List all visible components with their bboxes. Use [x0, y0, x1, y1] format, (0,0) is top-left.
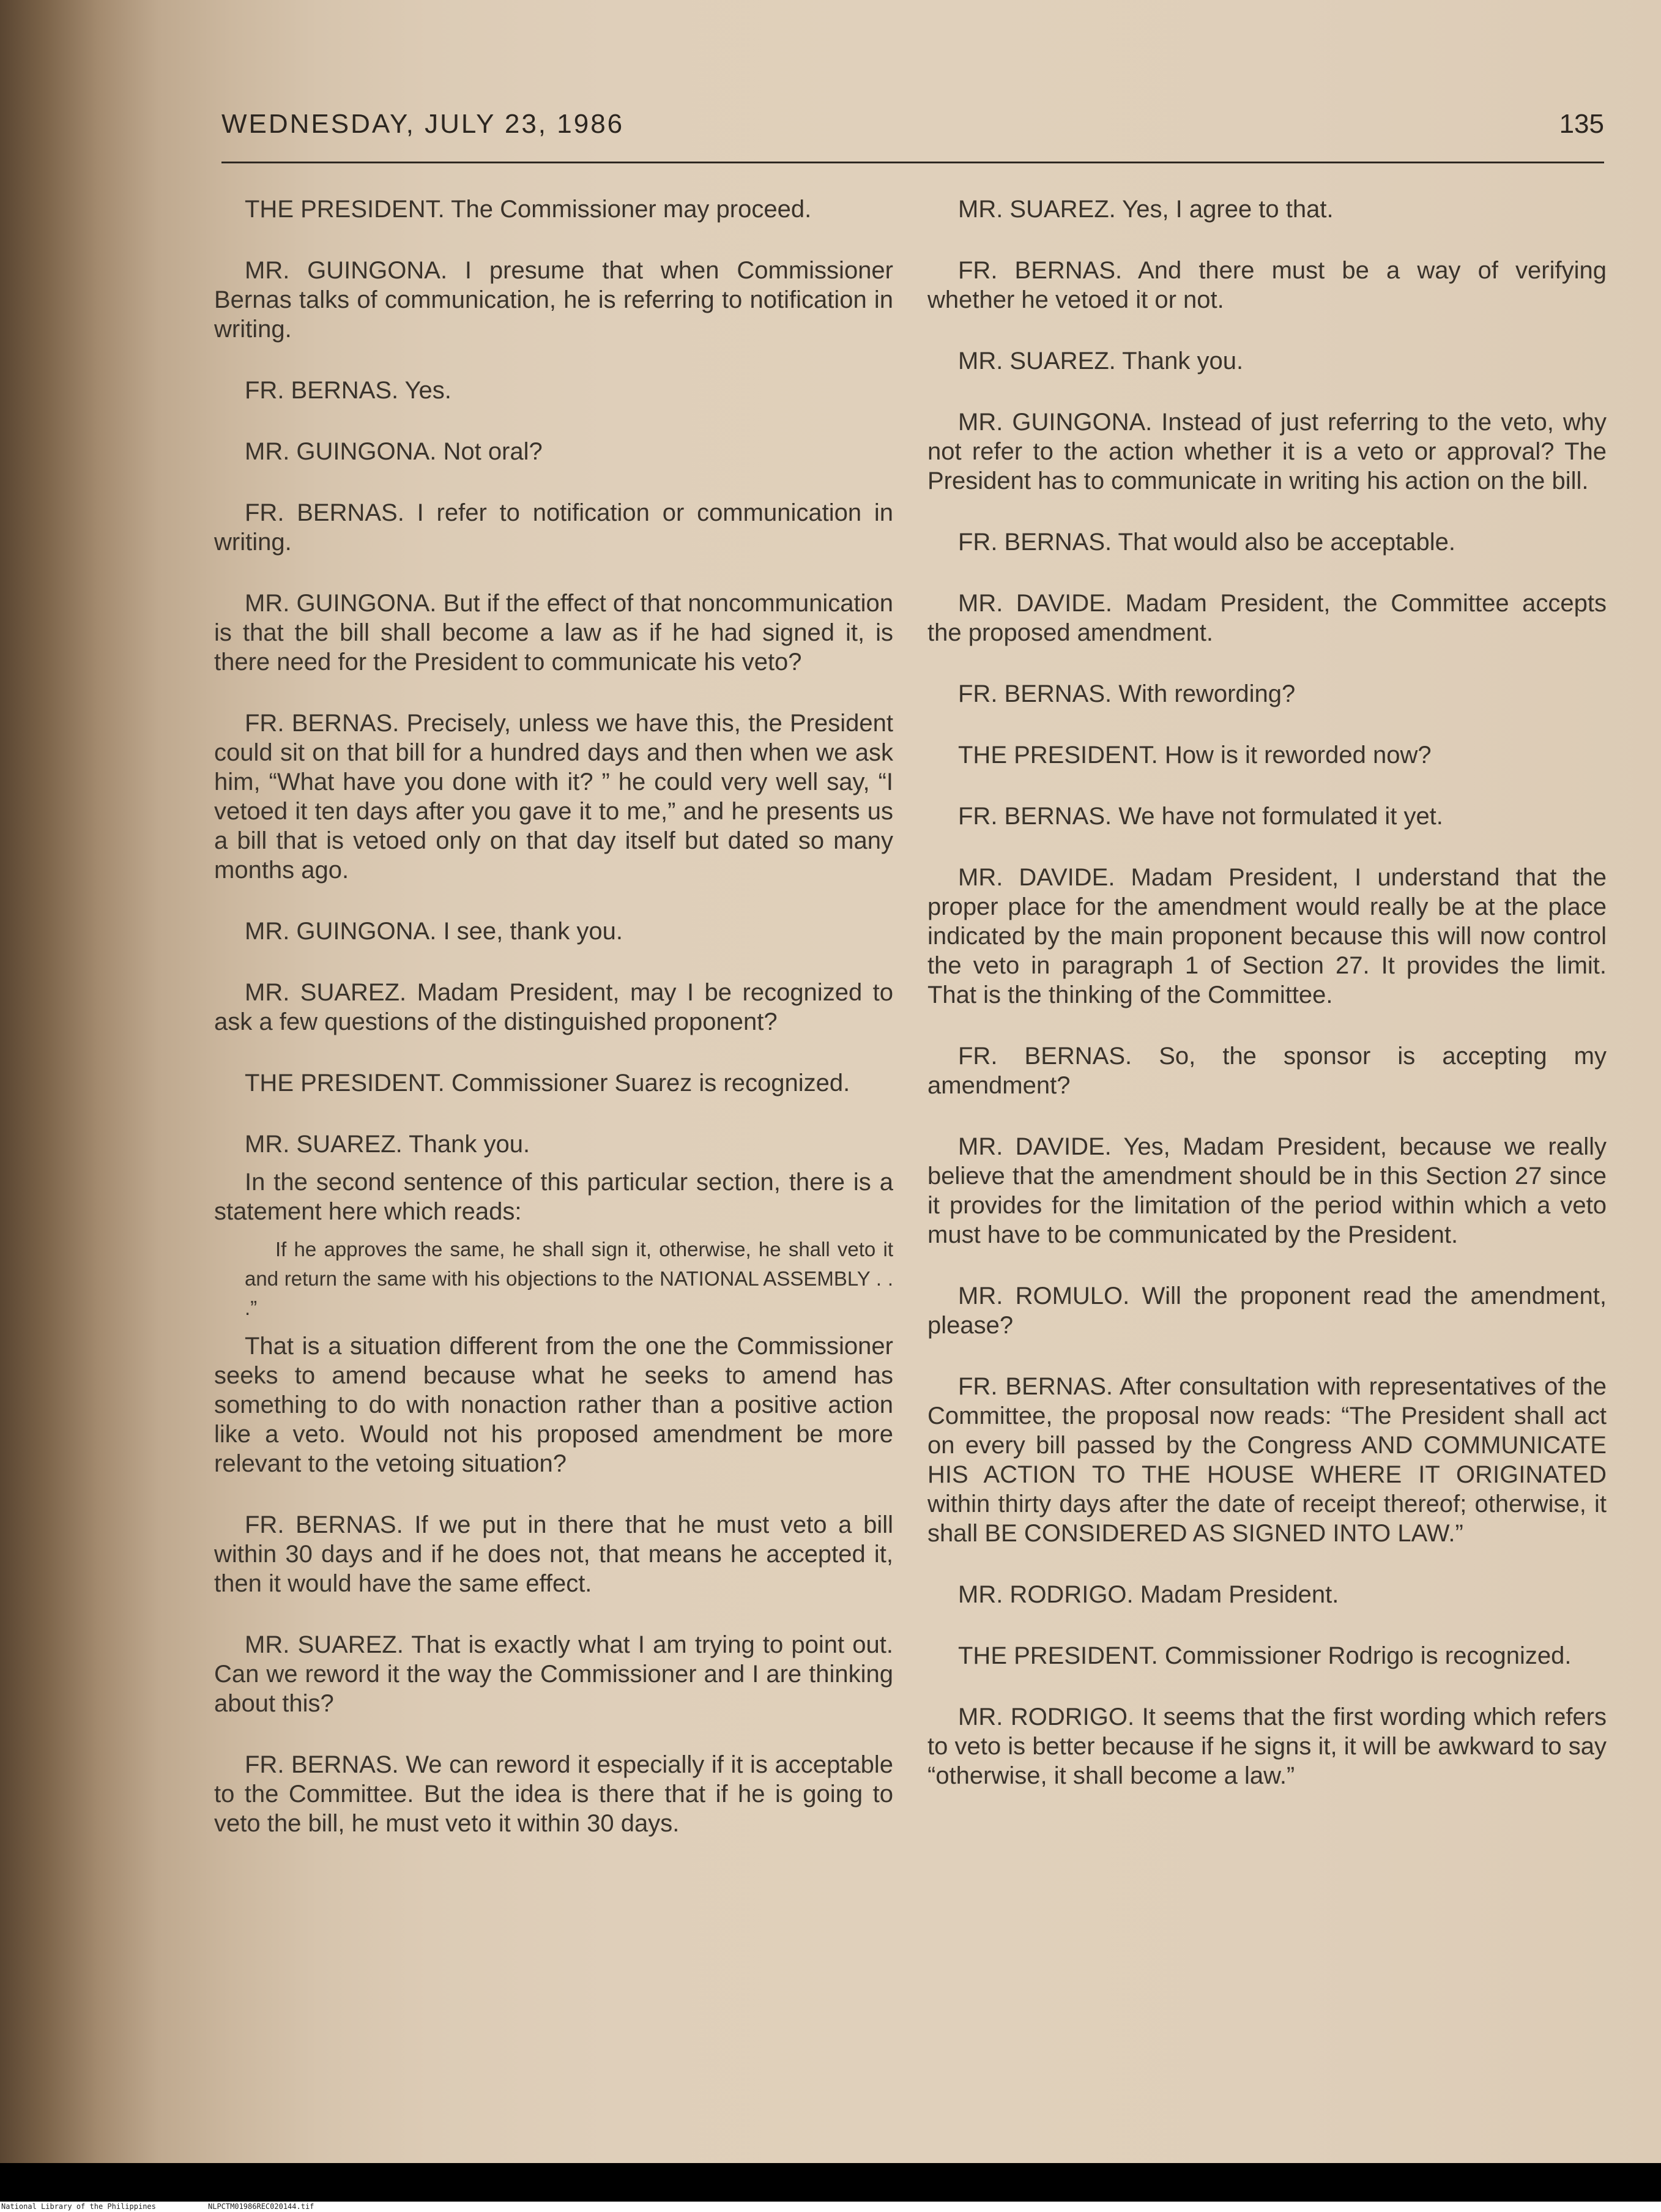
paragraph: FR. BERNAS. With rewording?: [958, 680, 1296, 707]
paragraph: FR. BERNAS. And there must be a way of verifying whether he vetoed it or not.: [927, 257, 1607, 313]
paragraph: MR. ROMULO. Will the proponent read the amendment, please?: [927, 1283, 1607, 1339]
paragraph: MR. RODRIGO. Madam President.: [958, 1581, 1339, 1608]
paragraph: MR. DAVIDE. Yes, Madam President, because we really believe that the amendment should be in this Section 27 since it provides for the limitation of the period within which a veto must have to be communicated by the President.: [927, 1133, 1607, 1248]
quoted-text: If he approves the same, he shall sign it, otherwise, he shall veto it and return the same with his objections to the NATIONAL ASSEMBLY . . .”: [245, 1238, 893, 1319]
paragraph: MR. SUAREZ. Thank you.: [958, 348, 1244, 374]
paragraph: In the second sentence of this particular section, there is a statement here which reads:: [214, 1169, 893, 1225]
paragraph: THE PRESIDENT. How is it reworded now?: [958, 742, 1432, 769]
right-column: [927, 195, 1607, 2055]
header-rule: [221, 162, 1604, 163]
paragraph: THE PRESIDENT. Commissioner Rodrigo is recognized.: [958, 1642, 1572, 1669]
paragraph: FR. BERNAS. We have not formulated it yet.: [958, 803, 1443, 830]
footer-library: National Library of the Philippines: [1, 2202, 156, 2211]
paragraph: That is a situation different from the one the Commissioner seeks to amend because what he seeks to amend has something to do with nonaction rather than a positive action like a veto. Would not his proposed amendment be more relevant to the vetoing situation?: [214, 1333, 893, 1477]
paragraph: MR. GUINGONA. I see, thank you.: [245, 918, 623, 945]
paragraph: MR. SUAREZ. Madam President, may I be recognized to ask a few questions of the distinguished proponent?: [214, 979, 893, 1035]
paragraph: MR. RODRIGO. It seems that the first wording which refers to veto is better because if he signs it, it will be awkward to say “otherwise, it shall become a law.”: [927, 1704, 1607, 1789]
paragraph: FR. BERNAS. We can reword it especially if it is acceptable to the Committee. But the idea is there that if he is going to veto the bill, he must veto it within 30 days.: [214, 1751, 893, 1837]
paragraph: FR. BERNAS. That would also be acceptable.: [958, 529, 1456, 556]
paragraph: MR. GUINGONA. But if the effect of that noncommunication is that the bill shall become a law as if he had signed it, is there need for the President to communicate his veto?: [214, 590, 893, 676]
paragraph: FR. BERNAS. Yes.: [245, 377, 451, 404]
paragraph: MR. SUAREZ. That is exactly what I am trying to point out. Can we reword it the way the Commissioner and I are thinking about this?: [214, 1631, 893, 1717]
paragraph: MR. GUINGONA. I presume that when Commissioner Bernas talks of communication, he is referring to notification in writing.: [214, 257, 893, 343]
paragraph: THE PRESIDENT. The Commissioner may proceed.: [245, 196, 812, 223]
page-header: [221, 109, 1604, 164]
paragraph: FR. BERNAS. After consultation with representatives of the Committee, the proposal now reads: “The President shall act on every bill passed by the Congress AND COMMUNICATE HIS ACTION TO THE HOUSE WHERE IT ORIGINATED within thirty days after the date of receipt thereof; otherwise, it shall BE CONSIDERED AS SIGNED INTO LAW.”: [927, 1373, 1607, 1547]
paragraph: MR. DAVIDE. Madam President, I understand that the proper place for the amendment would really be at the place indicated by the main proponent because this will now control the veto in paragraph 1 of Section 27. It provides the limit. That is the thinking of the Committee.: [927, 864, 1607, 1008]
paragraph: FR. BERNAS. If we put in there that he must veto a bill within 30 days and if he does not, that means he accepted it, then it would have the same effect.: [214, 1511, 893, 1597]
scan-border: [0, 2163, 1661, 2203]
paragraph: MR. SUAREZ. Thank you.: [245, 1131, 530, 1158]
page-number: 135: [1559, 109, 1604, 139]
paragraph: FR. BERNAS. I refer to notification or communication in writing.: [214, 499, 893, 556]
paragraph: THE PRESIDENT. Commissioner Suarez is recognized.: [245, 1070, 850, 1097]
paragraph: MR. SUAREZ. Yes, I agree to that.: [958, 196, 1334, 223]
footer-file: NLPCTM01986REC020144.tif: [208, 2202, 314, 2211]
paragraph: MR. DAVIDE. Madam President, the Committee accepts the proposed amendment.: [927, 590, 1607, 646]
left-column: [214, 195, 893, 2055]
header-date: WEDNESDAY, JULY 23, 1986: [221, 109, 625, 139]
paragraph: MR. GUINGONA. Instead of just referring to the veto, why not refer to the action whether it is a veto or approval? The President has to communicate in writing his action on the bill.: [927, 409, 1607, 494]
paragraph: FR. BERNAS. So, the sponsor is accepting my amendment?: [927, 1043, 1607, 1099]
paragraph: FR. BERNAS. Precisely, unless we have this, the President could sit on that bill for a hundred days and then when we ask him, “What have you done with it? ” he could very well say, “I vetoed it ten days after you gave it to me,” and he presents us a bill that is vetoed only on that day itself but dated so many months ago.: [214, 710, 893, 884]
scan-footer: [0, 2202, 1661, 2212]
paragraph: MR. GUINGONA. Not oral?: [245, 438, 543, 465]
